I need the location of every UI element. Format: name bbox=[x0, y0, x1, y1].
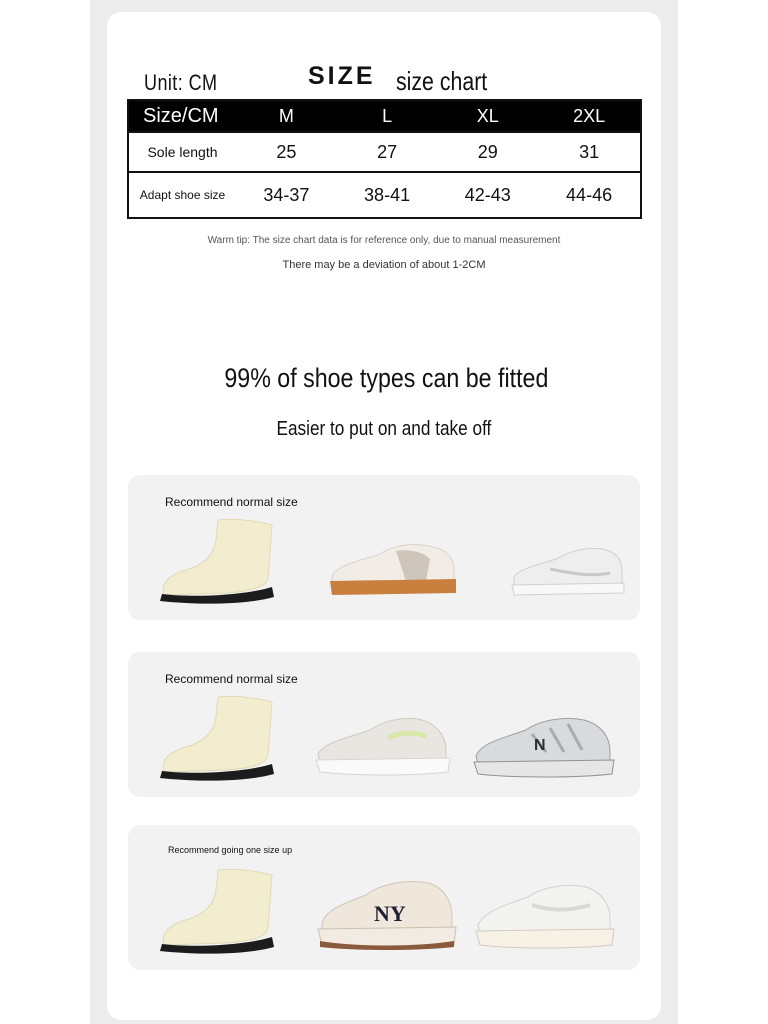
table-header-cell: M bbox=[236, 100, 337, 132]
table-cell: 27 bbox=[337, 132, 438, 172]
table-cell: 29 bbox=[437, 132, 538, 172]
panel-title: Recommend normal size bbox=[165, 495, 298, 509]
sock-boot-icon bbox=[156, 515, 286, 605]
running-shoe-icon bbox=[314, 710, 454, 778]
panel-title: Recommend normal size bbox=[165, 672, 298, 686]
row-label: Adapt shoe size bbox=[128, 172, 236, 218]
table-cell: 42-43 bbox=[437, 172, 538, 218]
table-header-cell: L bbox=[337, 100, 438, 132]
shoe-panel bbox=[128, 475, 640, 620]
shoe-panel bbox=[128, 652, 640, 797]
svg-text:NY: NY bbox=[374, 901, 406, 926]
low-top-sneaker-icon bbox=[510, 543, 626, 599]
chunky-ny-sneaker-icon bbox=[316, 875, 460, 951]
table-row bbox=[128, 172, 641, 218]
table-header-cell: 2XL bbox=[538, 100, 641, 132]
size-chart-table bbox=[127, 99, 642, 219]
chunky-white-sneaker-icon bbox=[474, 881, 616, 951]
table-cell: 25 bbox=[236, 132, 337, 172]
sock-boot-icon bbox=[156, 692, 286, 782]
table-cell: 34-37 bbox=[236, 172, 337, 218]
table-header-row bbox=[128, 100, 641, 132]
size-chart-label: size chart bbox=[396, 66, 488, 96]
svg-text:N: N bbox=[534, 737, 546, 754]
table-row bbox=[128, 132, 641, 172]
table-header-cell: Size/CM bbox=[128, 100, 236, 132]
table-cell: 31 bbox=[538, 132, 641, 172]
gum-sole-sneaker-icon bbox=[326, 537, 461, 599]
deviation-note: There may be a deviation of about 1-2CM bbox=[282, 259, 486, 271]
unit-label: Unit: CM bbox=[144, 70, 218, 95]
panel-title: Recommend going one size up bbox=[168, 845, 293, 855]
fit-subline: Easier to put on and take off bbox=[276, 418, 492, 440]
table-cell: 44-46 bbox=[538, 172, 641, 218]
retro-runner-icon bbox=[472, 712, 616, 780]
sock-boot-icon bbox=[156, 865, 286, 955]
table-header-cell: XL bbox=[437, 100, 538, 132]
row-label: Sole length bbox=[128, 132, 236, 172]
fit-headline: 99% of shoe types can be fitted bbox=[223, 363, 549, 393]
table-cell: 38-41 bbox=[337, 172, 438, 218]
size-word: SIZE bbox=[308, 62, 376, 90]
warm-tip: Warm tip: The size chart data is for reference only, due to manual measurement bbox=[207, 235, 561, 246]
shoe-panel bbox=[128, 825, 640, 970]
